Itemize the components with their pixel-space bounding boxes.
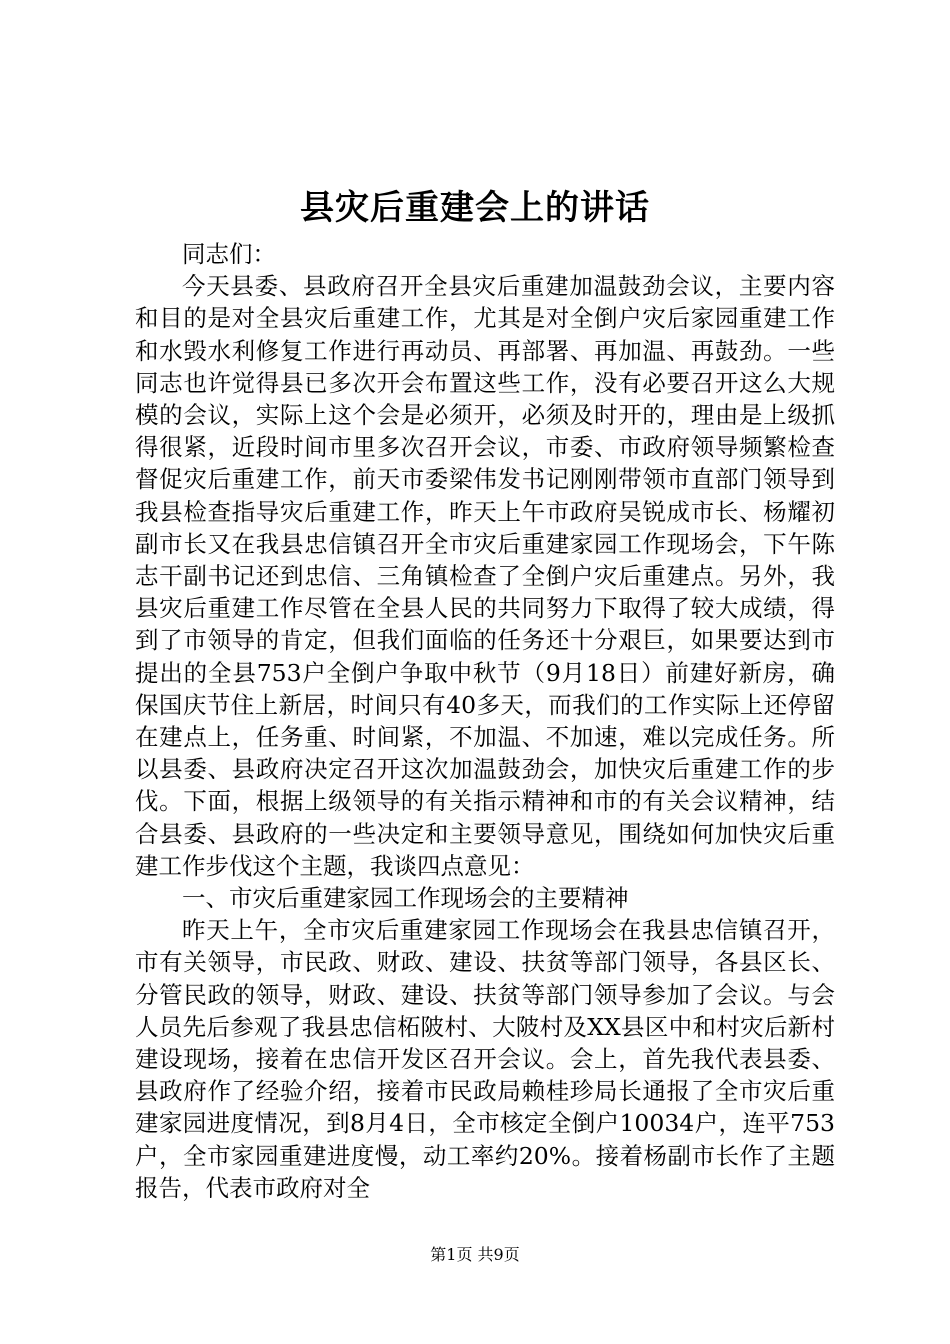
body-paragraph: 昨天上午，全市灾后重建家园工作现场会在我县忠信镇召开，市有关领导，市民政、财政、建设、扶贫等部门领导，各县区长、分管民政的领导，财政、建设、扶贫等部门领导参加了会议。与会人员先后参观了我县忠信柘陂村、大陂村及XX县区中和村灾后新村建设现场，接着在忠信开发区召开会议。会上，首先我代表县委、县政府作了经验介绍，接着市民政局赖桂珍局长通报了全市灾后重建家园进度情况，到8月4日，全市核定全倒户10034户，连平753户，全市家园重建进度慢，动工率约20%。接着杨副市长作了主题报告，代表市政府对全	[135, 916, 835, 1202]
body-paragraph: 今天县委、县政府召开全县灾后重建加温鼓劲会议，主要内容和目的是对全县灾后重建工作，尤其是对全倒户灾后家园重建工作和水毁水利修复工作进行再动员、再部署、再加温、再鼓劲。一些同志也许觉得县已多次开会布置这些工作，没有必要召开这么大规模的会议，实际上这个会是必须开，必须及时开的，理由是上级抓得很紧，近段时间市里多次召开会议，市委、市政府领导频繁检查督促灾后重建工作，前天市委梁伟发书记刚刚带领市直部门领导到我县检查指导灾后重建工作，昨天上午市政府吴锐成市长、杨耀初副市长又在我县忠信镇召开全市灾后重建家园工作现场会，下午陈志干副书记还到忠信、三角镇检查了全倒户灾后重建点。另外，我县灾后重建工作尽管在全县人民的共同努力下取得了较大成绩，得到了市领导的肯定，但我们面临的任务还十分艰巨，如果要达到市提出的全县753户全倒户争取中秋节（9月18日）前建好新房，确保国庆节住上新居，时间只有40多天，而我们的工作实际上还停留在建点上，任务重、时间紧，不加温、不加速，难以完成任务。所以县委、县政府决定召开这次加温鼓劲会，加快灾后重建工作的步伐。下面，根据上级领导的有关指示精神和市的有关会议精神，结合县委、县政府的一些决定和主要领导意见，围绕如何加快灾后重建工作步伐这个主题，我谈四点意见：	[135, 272, 835, 880]
section-heading: 一、市灾后重建家园工作现场会的主要精神	[182, 884, 629, 913]
document-body	[135, 238, 835, 1204]
salutation-paragraph: 同志们：	[182, 240, 276, 268]
page-number: 第1页 共9页	[430, 1245, 520, 1264]
document-title: 县灾后重建会上的讲话	[300, 188, 650, 228]
